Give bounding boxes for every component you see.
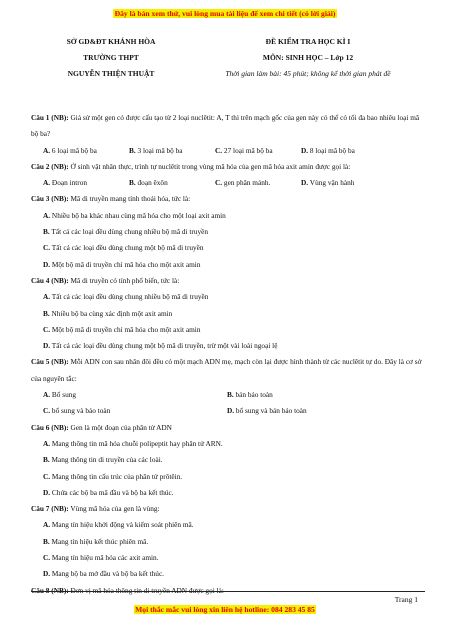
answer-option — [129, 143, 215, 159]
option-text: Tất cả các loại đều dùng chung một bộ mã di truyền — [50, 243, 204, 253]
question — [31, 273, 425, 289]
question — [31, 501, 425, 517]
option-letter: B. — [43, 308, 50, 318]
exam-subject: MÔN: SINH HỌC – Lớp 12 — [262, 53, 354, 62]
option-text: Mang thông tin di truyền của các loài. — [49, 455, 163, 465]
answer-option — [31, 452, 425, 468]
option-text: Chứa các bộ ba mã đầu và bộ ba kết thúc. — [50, 487, 174, 497]
department-name: SỞ GD&ĐT KHÁNH HÒA — [66, 37, 156, 46]
option-text: Mang tín hiệu kết thúc phiên mã. — [49, 536, 149, 546]
answer-option — [31, 550, 425, 566]
question — [31, 110, 425, 143]
answer-option — [215, 143, 301, 159]
option-text: Một bộ mã di truyền chỉ mã hóa cho một axit amin — [50, 259, 201, 269]
question-label: Câu 4 (NB): — [31, 275, 69, 285]
option-letter: A. — [43, 178, 51, 188]
question — [31, 159, 425, 175]
question-text: Vùng mã hóa của gen là vùng: — [68, 504, 160, 514]
answer-option — [31, 240, 425, 256]
option-letter: A. — [43, 390, 51, 400]
option-letter: D. — [43, 341, 51, 351]
option-letter: D. — [301, 178, 309, 188]
question — [31, 354, 425, 387]
question-text: Mã di truyền có tính phổ biến, tức là: — [68, 275, 180, 285]
question — [31, 420, 425, 436]
answer-option — [31, 322, 425, 338]
answer-option — [31, 306, 425, 322]
school-header — [36, 34, 186, 82]
answer-option — [31, 469, 425, 485]
option-letter: A. — [43, 520, 51, 530]
answer-option — [129, 175, 215, 191]
option-text: Một bộ mã di truyền chỉ mã hóa cho một axit amin — [50, 324, 201, 334]
answer-option — [31, 517, 425, 533]
option-letter: C. — [43, 471, 51, 481]
option-letter: A. — [43, 145, 51, 155]
answer-option — [301, 175, 387, 191]
option-letter: D. — [227, 406, 235, 416]
option-letter: B. — [227, 390, 234, 400]
option-letter: C. — [43, 324, 51, 334]
option-text: Nhiều bộ ba khác nhau cùng mã hóa cho một loại axit amin — [50, 210, 226, 220]
option-text: Đoạn intron — [50, 178, 87, 188]
option-text: bán bảo toàn — [233, 390, 273, 400]
answer-option — [31, 257, 425, 273]
option-text: Mang bộ ba mở đầu và bộ ba kết thúc. — [50, 569, 165, 579]
option-text: Vùng vận hành — [308, 178, 355, 188]
question-text: Đơn vị mã hóa thông tin di truyền ADN được gọi là: — [68, 585, 224, 595]
answer-option — [31, 224, 425, 240]
question — [31, 191, 425, 207]
answer-option — [301, 143, 387, 159]
question-label: Câu 8 (NB): — [31, 585, 69, 595]
question-text: Mã di truyền mang tính thoái hóa, tức là: — [68, 194, 191, 204]
question-text: Giả sử một gen có được cấu tạo từ 2 loại nuclêtit: A, T thì trên mạch gốc của gen này có thể có tối đa bao nhiêu loại mã bộ ba? — [31, 113, 420, 139]
option-text: Tất cả các loại đều dùng chung nhiều bộ mã di truyền — [50, 292, 209, 302]
exam-title: ĐỀ KIỂM TRA HỌC KÌ I — [265, 37, 351, 46]
answer-option — [31, 436, 425, 452]
question-list — [31, 110, 425, 599]
option-letter: B. — [43, 536, 50, 546]
answer-option — [43, 403, 227, 419]
option-letter: D. — [43, 259, 51, 269]
option-letter: D. — [43, 569, 51, 579]
option-letter: B. — [43, 227, 50, 237]
option-text: Mang tín hiệu khởi động và kiểm soát phiên mã. — [50, 520, 194, 530]
school-name: NGUYỄN THIỆN THUẬT — [67, 69, 155, 78]
answer-option — [31, 566, 425, 582]
footer-divider — [31, 591, 425, 592]
option-letter: C. — [43, 406, 51, 416]
exam-time: Thời gian làm bài: 45 phút; không kể thời gian phát đề — [225, 69, 391, 78]
option-letter: C. — [43, 553, 51, 563]
option-text: đoạn êxôn — [135, 178, 168, 188]
question-label: Câu 6 (NB): — [31, 422, 69, 432]
option-letter: B. — [43, 455, 50, 465]
option-text: Nhiều bộ ba cùng xác định một axit amin — [49, 308, 173, 318]
option-text: bổ sung và bán bảo toàn — [234, 406, 307, 416]
question-label: Câu 1 (NB): — [31, 113, 69, 122]
options-row — [31, 175, 425, 191]
question-label: Câu 7 (NB): — [31, 504, 69, 514]
option-text: 8 loại mã bộ ba — [308, 145, 355, 155]
option-text: Bổ sung — [50, 390, 77, 400]
option-text: Mang thông tin cấu trúc của phân tử prôtêin. — [50, 471, 183, 481]
question-label: Câu 5 (NB): — [31, 357, 69, 367]
option-text: 27 loại mã bộ ba — [222, 145, 273, 155]
option-text: bổ sung và bảo toàn — [50, 406, 111, 416]
preview-banner-text: Đây là bản xem thử, vui lòng mua tài liệu để xem chi tiết (có lời giải) — [114, 9, 336, 18]
option-text: 3 loại mã bộ ba — [135, 145, 183, 155]
options-row — [31, 403, 425, 419]
question-label: Câu 3 (NB): — [31, 194, 69, 204]
option-letter: B. — [129, 145, 136, 155]
option-letter: A. — [43, 210, 51, 220]
option-text: Tất cả các loại đều dùng chung nhiều bộ mã di truyền — [49, 227, 209, 237]
option-text: Mang thông tin mã hóa chuỗi polipeptit hay phân tử ARN. — [50, 438, 223, 448]
answer-option — [43, 143, 129, 159]
answer-option — [31, 534, 425, 550]
answer-option — [43, 175, 129, 191]
option-letter: A. — [43, 438, 51, 448]
exam-header — [192, 34, 424, 82]
option-letter: D. — [43, 487, 51, 497]
answer-option — [227, 387, 411, 403]
preview-banner — [0, 7, 450, 21]
question-text: Gen là một đoạn của phân tử ADN — [68, 422, 172, 432]
school-type: TRƯỜNG THPT — [83, 53, 139, 62]
option-text: gen phân mảnh. — [222, 178, 271, 188]
options-row — [31, 143, 425, 159]
answer-option — [227, 403, 411, 419]
answer-option — [31, 289, 425, 305]
option-letter: C. — [215, 145, 223, 155]
option-letter: C. — [215, 178, 223, 188]
option-text: Tất cả các loại đều dùng chung một bộ mã di truyền, trừ một vài loài ngoại lệ — [50, 341, 278, 351]
option-letter: A. — [43, 292, 51, 302]
question-label: Câu 2 (NB): — [31, 161, 69, 171]
option-letter: C. — [43, 243, 51, 253]
option-letter: B. — [129, 178, 136, 188]
answer-option — [31, 338, 425, 354]
question-text: Mỗi ADN con sau nhân đôi đều có một mạch ADN mẹ, mạch còn lại được hình thành từ các nuclêtit tự do. Đây là cơ sở của nguyên tắc: — [31, 357, 422, 383]
option-letter: D. — [301, 145, 309, 155]
answer-option — [215, 175, 301, 191]
question-text: Ở sinh vật nhân thực, trình tự nuclêtit trong vùng mã hóa của gen mã hóa axit amin được gọi là: — [68, 161, 351, 171]
page-number: Trang 1 — [394, 595, 418, 604]
options-row — [31, 387, 425, 403]
answer-option — [43, 387, 227, 403]
answer-option — [31, 485, 425, 501]
answer-option — [31, 208, 425, 224]
option-text: Mang tín hiệu mã hóa các axit amin. — [50, 553, 159, 563]
hotline-banner-text: Mọi thắc mắc vui lòng xin liên hệ hotline: 084 283 45 85 — [135, 605, 315, 614]
hotline-banner — [0, 603, 450, 616]
option-text: 6 loại mã bộ ba — [50, 145, 97, 155]
